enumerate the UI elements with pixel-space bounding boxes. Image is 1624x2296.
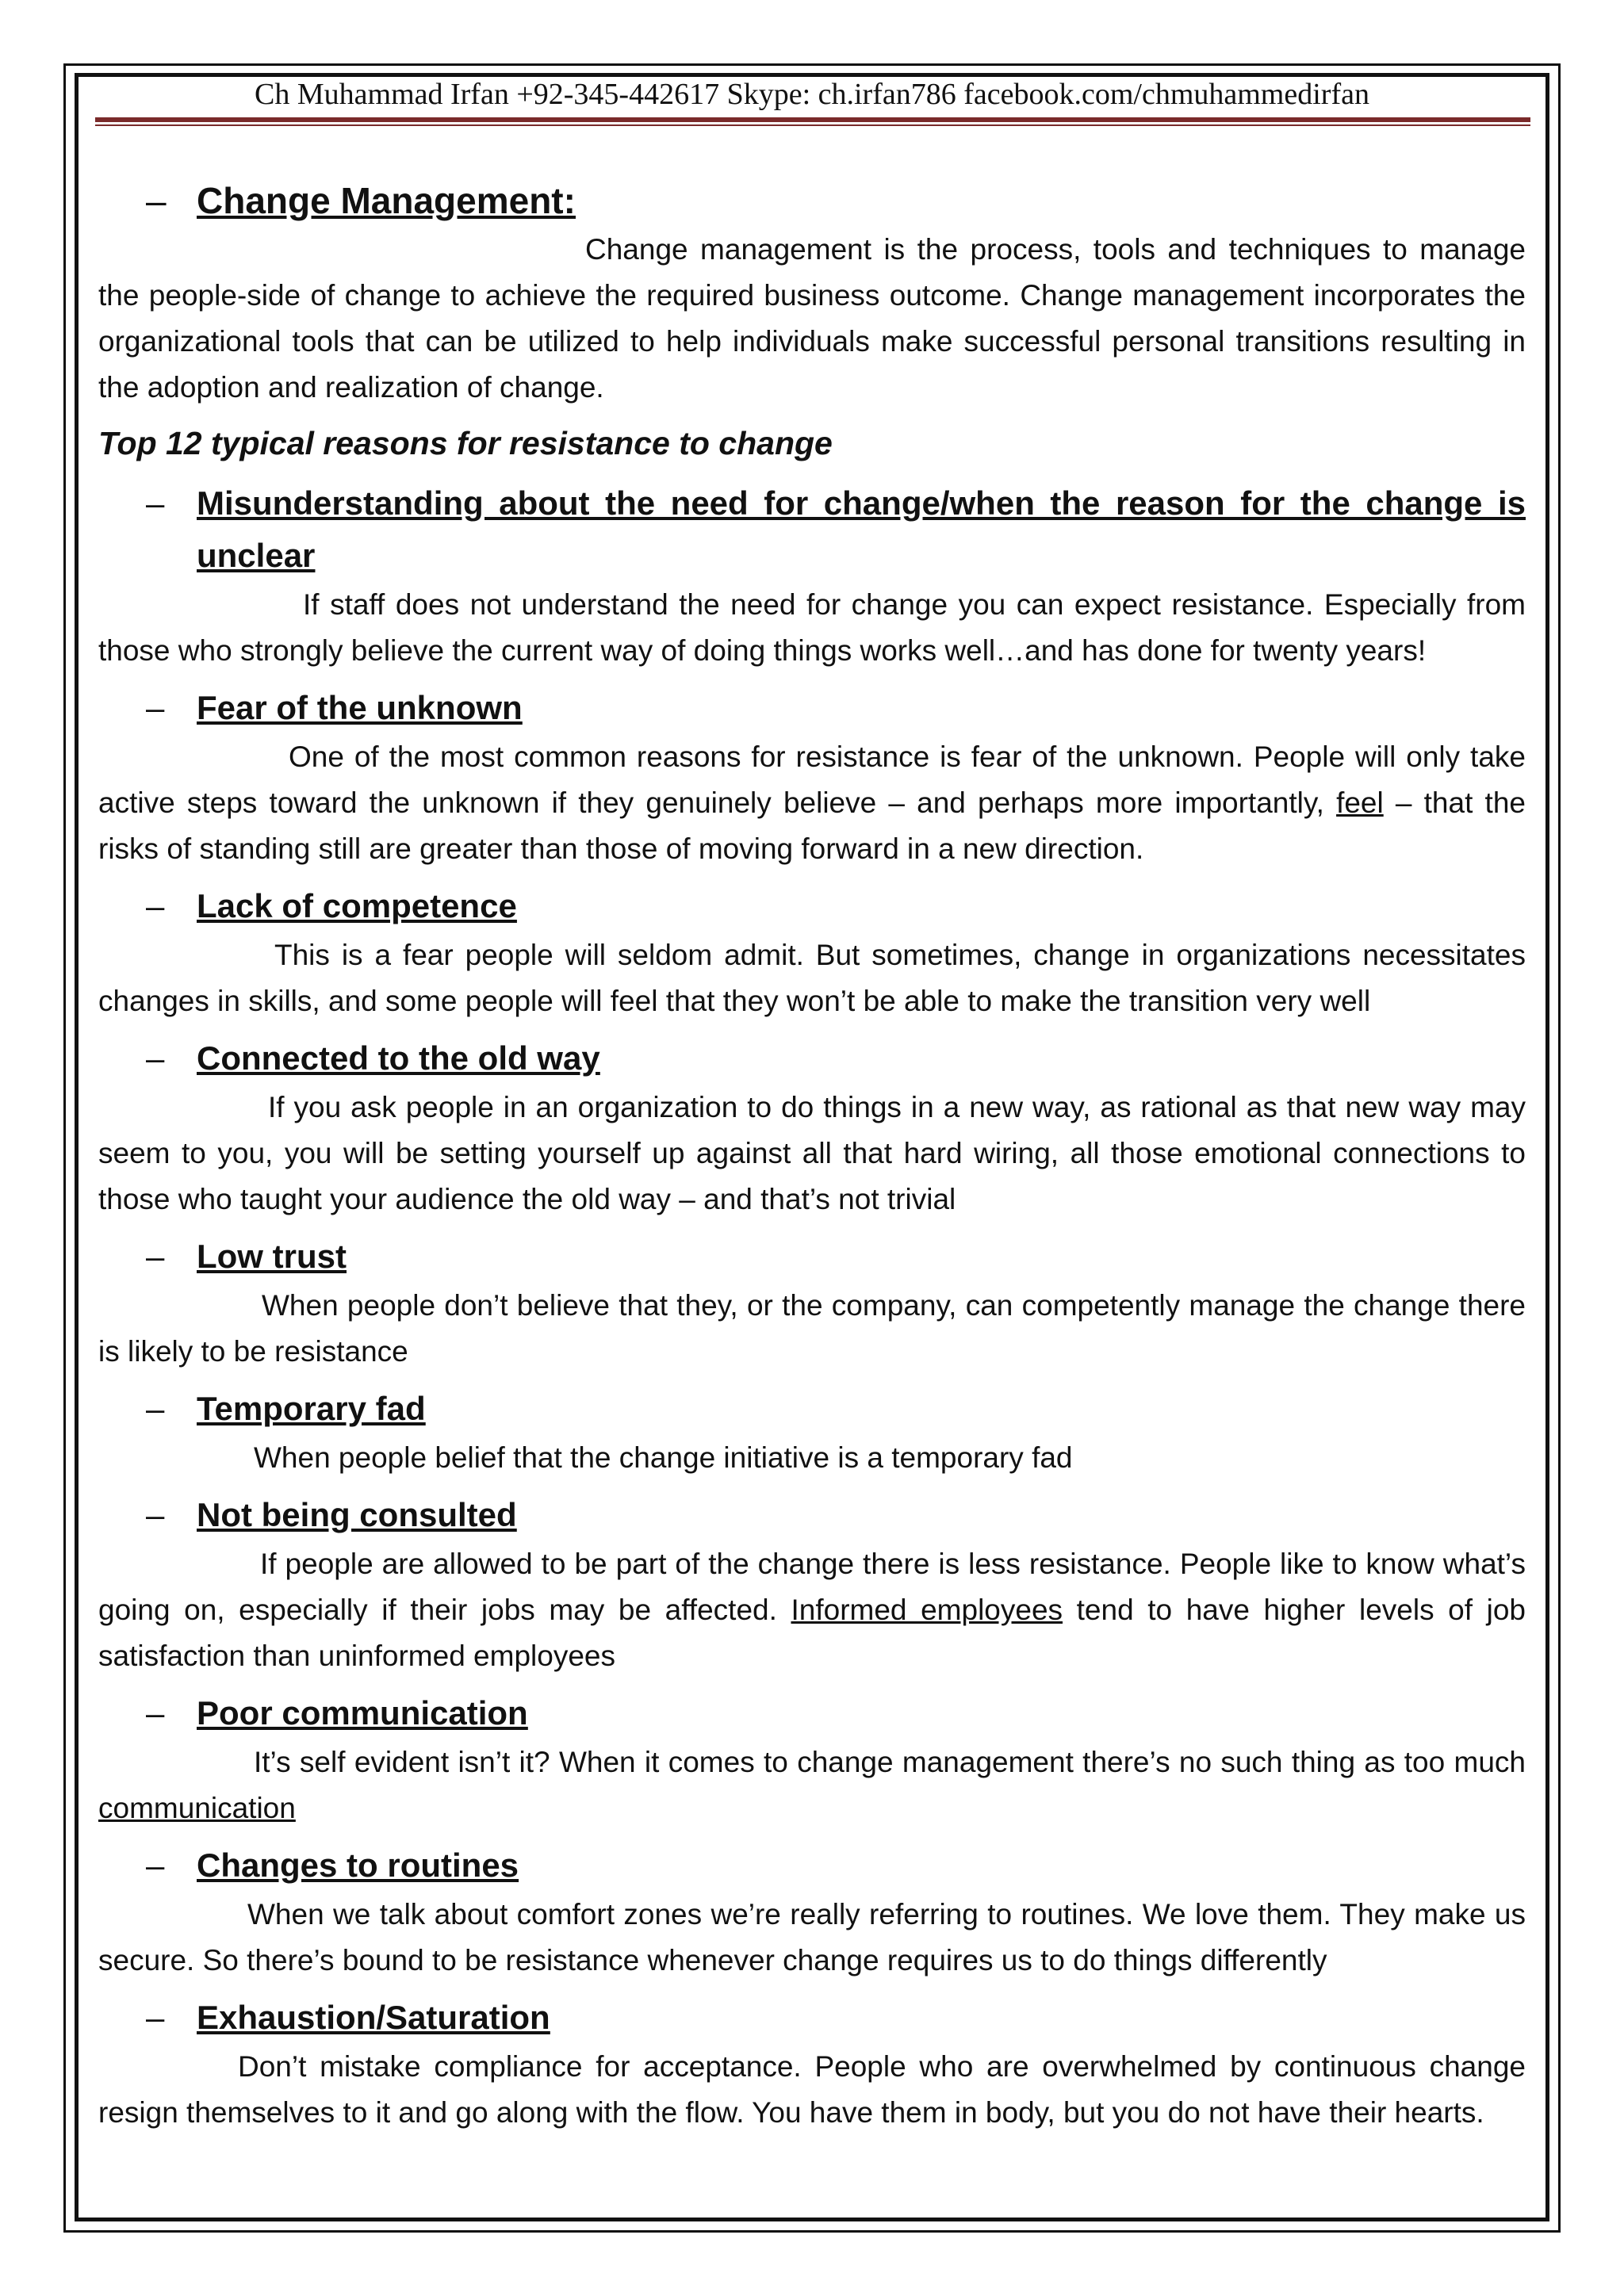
dash-bullet: – [146,1694,165,1732]
section-body-text: This is a fear people will seldom admit. But sometimes, change in organizations necessitates changes in skills, and some people will feel that they won’t be able to make the transition very well [98,939,1526,1017]
section-heading [98,1230,1526,1283]
section-heading [98,1687,1526,1739]
section-title: Connected to the old way [197,1039,600,1077]
underlined-word-link[interactable]: feel [1336,786,1384,819]
section-body-text: If people are allowed to be part of the change there is less resistance. People like to know what’s going on, especially if their jobs may be affected. [98,1548,1526,1626]
section-body [98,1739,1526,1831]
subtitle: Top 12 typical reasons for resistance to change [98,425,833,461]
section-body-text: If staff does not understand the need for change you can expect resistance. Especially from those who strongly believe the current way of doing things works well…and has done for twenty years! [98,588,1526,667]
section-body-text: Don’t mistake compliance for acceptance. People who are overwhelmed by continuous change resign themselves to it and go along with the flow. You have them in body, but you do not have their hearts. [98,2050,1526,2129]
section-body [98,734,1526,872]
section-heading [98,1489,1526,1541]
dash-bullet: – [146,1846,165,1884]
intro-paragraph [98,227,1526,411]
communication-link[interactable]: communication [98,1792,296,1824]
section-body [98,582,1526,674]
section-title: Exhaustion/Saturation [197,1999,550,2036]
section-body [98,1435,1526,1481]
informed-employees-link[interactable]: Informed employees [791,1594,1063,1626]
section-body [98,932,1526,1024]
section-title: Poor communication [197,1694,528,1732]
dash-bullet: – [146,484,165,522]
section-body-text: One of the most common reasons for resistance is fear of the unknown. People will only take active steps toward the unknown if they genuinely believe – and perhaps more importantly, [98,740,1526,819]
section-heading [98,1839,1526,1892]
dash-bullet: – [146,887,165,924]
section-body-text: – that the risks of standing still are greater than those of moving forward in a new direction. [98,786,1526,865]
dash-bullet: – [146,689,165,726]
section-heading [98,880,1526,932]
section-body [98,1892,1526,1984]
intro-text: Change management is the process, tools and techniques to manage the people-side of change to achieve the required business outcome. Change management incorporates the organizational tools that can be utilized to help individuals make successful personal transitions resulting in the adoption and realization of change. [98,233,1526,404]
dash-bullet: – [146,1999,165,2036]
section-heading [98,1032,1526,1085]
section-body-text: When people don’t believe that they, or the company, can competently manage the change there is likely to be resistance [98,1289,1526,1368]
section-body-text: If you ask people in an organization to do things in a new way, as rational as that new way may seem to you, you will be setting yourself up against all that hard wiring, all those emotional connections to those who taught your audience the old way – and that’s not trivial [98,1091,1526,1215]
header-contact-line: Ch Muhammad Irfan +92-345-442617 Skype: ch.irfan786 facebook.com/chmuhammedirfan [255,78,1369,111]
section-title: Low trust [197,1238,347,1275]
section-body-text: tend to have higher levels of job satisfaction than uninformed employees [98,1594,1526,1672]
section-title: Temporary fad [197,1390,426,1427]
dash-bullet: – [146,1238,165,1275]
section-body-text: It’s self evident isn’t it? When it comes to change management there’s no such thing as too much [254,1746,1526,1778]
section-heading [98,1383,1526,1435]
document-body [98,166,1526,2136]
section-heading [98,1992,1526,2044]
section-title: Fear of the unknown [197,689,523,726]
section-body [98,2044,1526,2136]
section-title: Not being consulted [197,1496,517,1533]
header-rule [95,117,1530,122]
section-heading [98,477,1526,582]
section-body-text: When we talk about comfort zones we’re really referring to routines. We love them. They make us secure. So there’s bound to be resistance whenever change requires us to do things differently [98,1898,1526,1976]
section-body [98,1541,1526,1679]
dash-bullet: – [146,180,167,221]
section-body [98,1283,1526,1375]
dash-bullet: – [146,1496,165,1533]
main-title: Change Management: [197,180,576,221]
section-body [98,1085,1526,1223]
main-heading [98,174,1526,227]
section-title: Misunderstanding about the need for change/when the reason for the change is unclear [197,484,1526,574]
dash-bullet: – [146,1390,165,1427]
header-rule-thin [95,124,1530,126]
dash-bullet: – [146,1039,165,1077]
section-body-text: When people belief that the change initiative is a temporary fad [254,1441,1073,1474]
section-title: Lack of competence [197,887,517,924]
section-title: Changes to routines [197,1846,519,1884]
section-heading [98,682,1526,734]
